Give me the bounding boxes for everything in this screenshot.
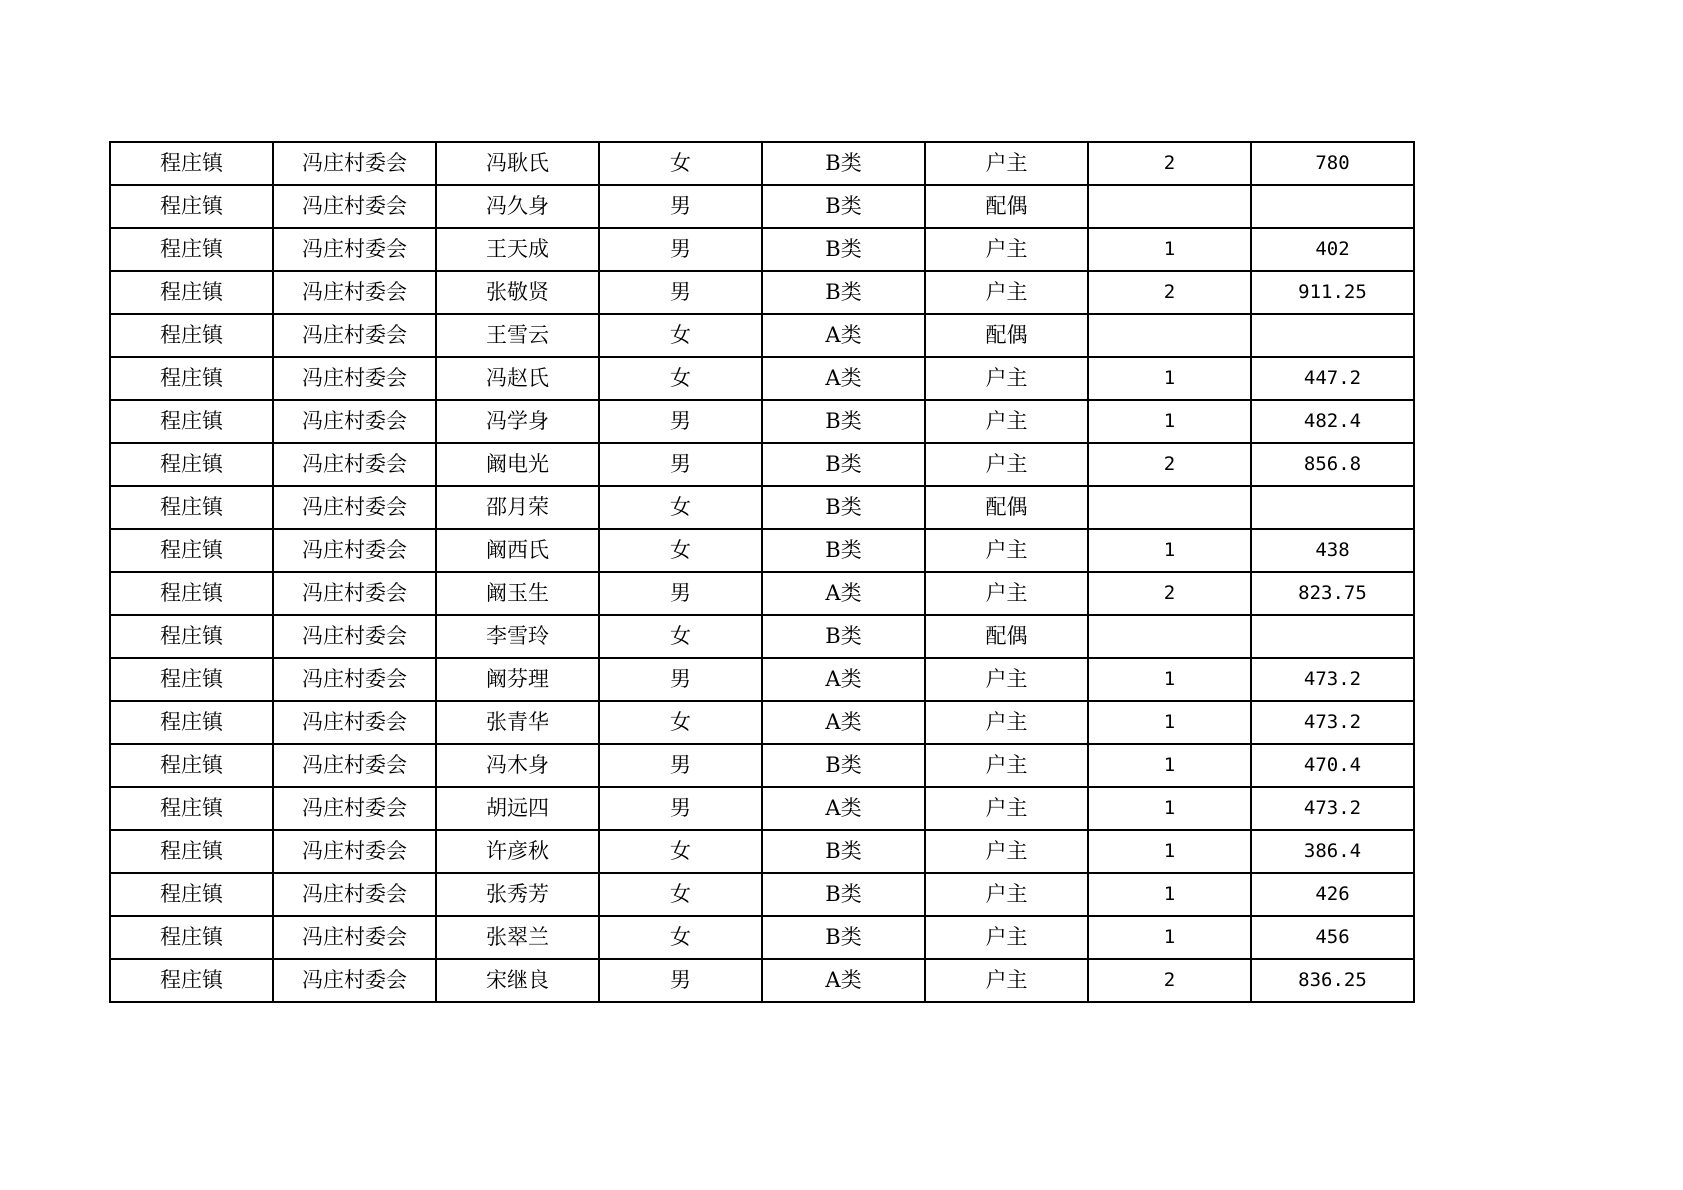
cell-name: 邵月荣 [436,486,599,529]
table-row [110,916,1414,959]
cell-relation: 户主 [925,959,1088,1002]
cell-gender: 男 [599,400,762,443]
cell-village-committee: 冯庄村委会 [273,615,436,658]
cell-amount: 911.25 [1251,271,1414,314]
cell-village-committee: 冯庄村委会 [273,271,436,314]
cell-household-size: 1 [1088,787,1251,830]
cell-village-committee: 冯庄村委会 [273,873,436,916]
cell-category: A类 [762,357,925,400]
cell-category: B类 [762,400,925,443]
cell-town: 程庄镇 [110,658,273,701]
cell-amount [1251,314,1414,357]
cell-relation: 配偶 [925,185,1088,228]
cell-town: 程庄镇 [110,357,273,400]
cell-amount [1251,486,1414,529]
table-row [110,744,1414,787]
cell-name: 冯学身 [436,400,599,443]
cell-relation: 配偶 [925,486,1088,529]
cell-category: B类 [762,873,925,916]
table-row [110,830,1414,873]
table-row [110,443,1414,486]
cell-category: A类 [762,701,925,744]
cell-village-committee: 冯庄村委会 [273,529,436,572]
cell-amount: 470.4 [1251,744,1414,787]
cell-amount: 482.4 [1251,400,1414,443]
document-page [109,141,1413,1003]
cell-category: B类 [762,142,925,185]
cell-relation: 户主 [925,357,1088,400]
table-row [110,486,1414,529]
cell-town: 程庄镇 [110,873,273,916]
cell-village-committee: 冯庄村委会 [273,400,436,443]
cell-category: B类 [762,916,925,959]
table-row [110,658,1414,701]
cell-village-committee: 冯庄村委会 [273,357,436,400]
cell-town: 程庄镇 [110,916,273,959]
cell-name: 许彦秋 [436,830,599,873]
cell-relation: 户主 [925,529,1088,572]
cell-household-size: 1 [1088,744,1251,787]
cell-relation: 配偶 [925,615,1088,658]
cell-name: 张翠兰 [436,916,599,959]
cell-town: 程庄镇 [110,314,273,357]
cell-household-size: 1 [1088,357,1251,400]
cell-village-committee: 冯庄村委会 [273,701,436,744]
cell-household-size: 1 [1088,228,1251,271]
cell-amount: 780 [1251,142,1414,185]
cell-gender: 女 [599,830,762,873]
table-row [110,185,1414,228]
cell-amount [1251,185,1414,228]
cell-town: 程庄镇 [110,959,273,1002]
cell-village-committee: 冯庄村委会 [273,185,436,228]
cell-gender: 女 [599,142,762,185]
cell-category: A类 [762,787,925,830]
cell-gender: 女 [599,615,762,658]
table-row [110,787,1414,830]
cell-name: 冯久身 [436,185,599,228]
cell-town: 程庄镇 [110,228,273,271]
cell-name: 阚西氏 [436,529,599,572]
cell-village-committee: 冯庄村委会 [273,142,436,185]
table-row [110,701,1414,744]
cell-relation: 户主 [925,400,1088,443]
cell-name: 冯木身 [436,744,599,787]
table-row [110,314,1414,357]
cell-amount: 473.2 [1251,787,1414,830]
cell-amount: 473.2 [1251,701,1414,744]
cell-town: 程庄镇 [110,443,273,486]
cell-village-committee: 冯庄村委会 [273,959,436,1002]
cell-village-committee: 冯庄村委会 [273,830,436,873]
cell-name: 王天成 [436,228,599,271]
cell-amount: 426 [1251,873,1414,916]
cell-village-committee: 冯庄村委会 [273,486,436,529]
cell-town: 程庄镇 [110,787,273,830]
cell-category: B类 [762,486,925,529]
cell-household-size: 1 [1088,873,1251,916]
cell-town: 程庄镇 [110,142,273,185]
cell-category: B类 [762,615,925,658]
cell-name: 阚电光 [436,443,599,486]
cell-town: 程庄镇 [110,701,273,744]
cell-village-committee: 冯庄村委会 [273,744,436,787]
table-body [110,142,1414,1002]
cell-name: 阚玉生 [436,572,599,615]
cell-name: 胡远四 [436,787,599,830]
cell-name: 王雪云 [436,314,599,357]
cell-name: 冯赵氏 [436,357,599,400]
cell-gender: 男 [599,185,762,228]
data-table [109,141,1415,1003]
table-row [110,873,1414,916]
cell-relation: 户主 [925,572,1088,615]
cell-household-size: 2 [1088,959,1251,1002]
cell-category: A类 [762,658,925,701]
cell-gender: 男 [599,787,762,830]
cell-town: 程庄镇 [110,400,273,443]
cell-household-size [1088,314,1251,357]
cell-name: 冯耿氏 [436,142,599,185]
table-row [110,142,1414,185]
cell-village-committee: 冯庄村委会 [273,787,436,830]
table-row [110,572,1414,615]
cell-amount [1251,615,1414,658]
cell-gender: 女 [599,916,762,959]
cell-relation: 配偶 [925,314,1088,357]
cell-amount: 473.2 [1251,658,1414,701]
cell-relation: 户主 [925,787,1088,830]
cell-village-committee: 冯庄村委会 [273,658,436,701]
cell-town: 程庄镇 [110,744,273,787]
cell-amount: 456 [1251,916,1414,959]
cell-amount: 447.2 [1251,357,1414,400]
cell-relation: 户主 [925,830,1088,873]
cell-household-size [1088,486,1251,529]
table-row [110,271,1414,314]
cell-name: 张秀芳 [436,873,599,916]
cell-household-size: 2 [1088,142,1251,185]
cell-category: B类 [762,228,925,271]
table-row [110,959,1414,1002]
cell-town: 程庄镇 [110,271,273,314]
cell-town: 程庄镇 [110,615,273,658]
cell-relation: 户主 [925,658,1088,701]
cell-name: 宋继良 [436,959,599,1002]
cell-gender: 男 [599,658,762,701]
cell-gender: 男 [599,228,762,271]
cell-gender: 男 [599,959,762,1002]
cell-village-committee: 冯庄村委会 [273,916,436,959]
cell-gender: 女 [599,486,762,529]
cell-town: 程庄镇 [110,185,273,228]
cell-category: B类 [762,185,925,228]
cell-name: 李雪玲 [436,615,599,658]
cell-village-committee: 冯庄村委会 [273,572,436,615]
table-row [110,357,1414,400]
cell-relation: 户主 [925,744,1088,787]
cell-amount: 823.75 [1251,572,1414,615]
cell-amount: 402 [1251,228,1414,271]
cell-household-size: 1 [1088,529,1251,572]
cell-household-size: 2 [1088,271,1251,314]
cell-village-committee: 冯庄村委会 [273,228,436,271]
cell-category: B类 [762,529,925,572]
cell-household-size [1088,615,1251,658]
cell-household-size: 1 [1088,701,1251,744]
cell-amount: 836.25 [1251,959,1414,1002]
cell-household-size: 2 [1088,443,1251,486]
cell-category: B类 [762,271,925,314]
cell-relation: 户主 [925,701,1088,744]
cell-household-size: 1 [1088,658,1251,701]
cell-category: B类 [762,830,925,873]
cell-gender: 男 [599,443,762,486]
cell-category: B类 [762,443,925,486]
cell-relation: 户主 [925,271,1088,314]
cell-amount: 438 [1251,529,1414,572]
cell-amount: 856.8 [1251,443,1414,486]
cell-relation: 户主 [925,443,1088,486]
cell-household-size: 2 [1088,572,1251,615]
cell-household-size: 1 [1088,400,1251,443]
table-row [110,529,1414,572]
cell-amount: 386.4 [1251,830,1414,873]
cell-gender: 女 [599,314,762,357]
table-row [110,228,1414,271]
cell-name: 张青华 [436,701,599,744]
cell-relation: 户主 [925,873,1088,916]
cell-category: B类 [762,744,925,787]
cell-relation: 户主 [925,916,1088,959]
cell-town: 程庄镇 [110,830,273,873]
cell-household-size [1088,185,1251,228]
cell-name: 张敬贤 [436,271,599,314]
cell-household-size: 1 [1088,916,1251,959]
cell-category: A类 [762,314,925,357]
cell-town: 程庄镇 [110,529,273,572]
cell-village-committee: 冯庄村委会 [273,443,436,486]
table-row [110,615,1414,658]
cell-gender: 女 [599,873,762,916]
cell-gender: 男 [599,572,762,615]
cell-town: 程庄镇 [110,486,273,529]
cell-gender: 女 [599,701,762,744]
cell-category: A类 [762,959,925,1002]
cell-relation: 户主 [925,228,1088,271]
cell-gender: 女 [599,529,762,572]
cell-gender: 男 [599,271,762,314]
cell-village-committee: 冯庄村委会 [273,314,436,357]
cell-gender: 女 [599,357,762,400]
cell-gender: 男 [599,744,762,787]
cell-name: 阚芬理 [436,658,599,701]
cell-household-size: 1 [1088,830,1251,873]
cell-town: 程庄镇 [110,572,273,615]
table-row [110,400,1414,443]
cell-relation: 户主 [925,142,1088,185]
cell-category: A类 [762,572,925,615]
